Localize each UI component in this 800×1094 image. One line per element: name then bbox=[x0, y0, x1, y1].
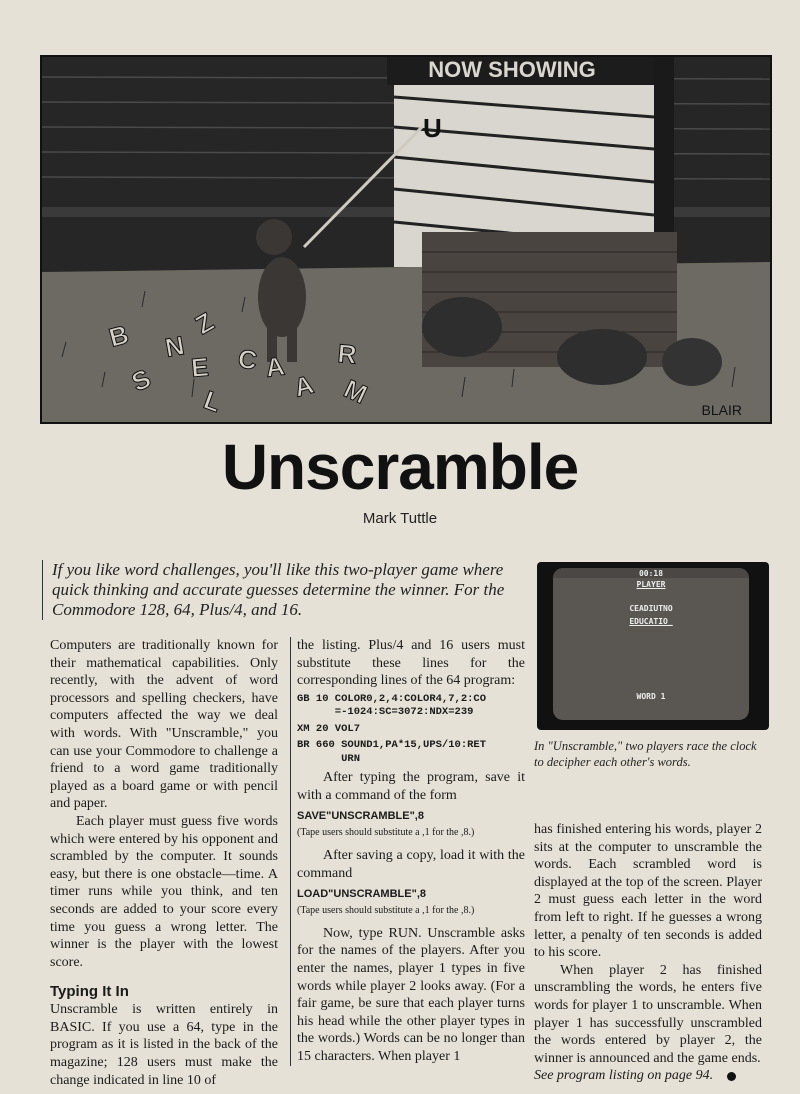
col3-paragraph-2: When player 2 has finished unscrambling the words, he enters five words for player 1 to unscramble. When player 1 has successfully unscrambled the words entered by player 2, the winner is announced and the game ends. bbox=[534, 962, 762, 1066]
col1-paragraph-3: Unscramble is written entirely in BASIC. If you use a 64, type in the program as it is listed in the back of the magazine; 128 users must make the change indicated in line 10 of bbox=[50, 1002, 278, 1088]
tape-note-1: (Tape users should substitute a ,1 for the ,8.) bbox=[297, 827, 475, 839]
col2-paragraph-3: After saving a copy, load it with the command bbox=[297, 848, 525, 881]
tape-note-2: (Tape users should substitute a ,1 for the ,8.) bbox=[297, 904, 475, 916]
letter-c: C bbox=[236, 343, 259, 376]
col2-paragraph-4: Now, type RUN. Unscramble asks for the names of the players. After you enter the names, player 1 types in five words while player 2 looks away. (For a fair game, be sure that each player turns his head while the other player types in the words.) Words can be no longer than 15 characters. When player 1 bbox=[297, 925, 525, 1064]
cover-illustration bbox=[40, 55, 772, 424]
illustration-drawing bbox=[42, 57, 770, 422]
word-counter: WORD 1 bbox=[636, 692, 666, 701]
col2-paragraph-2: After typing the program, save it with a command of the form bbox=[297, 770, 525, 803]
column-1 bbox=[50, 637, 278, 1089]
figure-caption: In "Unscramble," two players race the clock to decipher each other's words. bbox=[534, 739, 757, 769]
letter-z: Z bbox=[190, 306, 219, 341]
letter-m: M bbox=[339, 373, 372, 410]
code-line-gb: GB 10 COLOR0,2,4:COLOR4,7,2:CO =-1024:SC=3072:NDX=239 bbox=[297, 692, 487, 719]
section-heading-typing: Typing It In bbox=[50, 983, 129, 1001]
letter-s: S bbox=[126, 362, 156, 398]
letter-a: A bbox=[263, 350, 287, 383]
article-intro: If you like word challenges, you'll like this two-player game where quick thinking and accurate guesses determine the winner. For the Commodore 128, 64, Plus/4, and 16. bbox=[42, 560, 530, 620]
col1-paragraph-1: Computers are traditionally known for their mathematical capabilities. Only recently, with the advent of word processors and spelling checkers, have computers affected the way we deal with words. With "Unscramble," you can use your Commodore to challenge a friend to a word game traditionally played as a board game or with pencil and paper. bbox=[50, 638, 278, 812]
timer-readout: 00:18 bbox=[638, 569, 664, 578]
player-label: PLAYER bbox=[636, 580, 666, 589]
column-2 bbox=[290, 637, 525, 1066]
guess-word: EDUCATIO_ bbox=[629, 617, 673, 626]
game-screenshot bbox=[537, 562, 769, 730]
letter-b: B bbox=[105, 318, 132, 353]
end-of-article-icon bbox=[727, 1072, 736, 1081]
save-command: SAVE"UNSCRAMBLE",8 bbox=[297, 810, 424, 823]
article-title: Unscramble bbox=[221, 431, 579, 503]
code-line-br: BR 660 SOUND1,PA*15,UPS/10:RET URN bbox=[297, 739, 487, 765]
crt-screen bbox=[553, 568, 749, 720]
letter-r: R bbox=[336, 338, 358, 370]
listing-reference bbox=[534, 1067, 762, 1085]
column-3 bbox=[534, 821, 762, 1085]
code-line-xm: XM 20 VOL7 bbox=[297, 722, 361, 735]
sign-text: NOW SHOWING bbox=[428, 57, 596, 82]
col2-paragraph-1: the listing. Plus/4 and 16 users must substitute these lines for the corresponding lines of the 64 program: bbox=[297, 638, 525, 689]
letter-e: E bbox=[189, 351, 210, 383]
letter-a2: A bbox=[290, 368, 317, 403]
scrambled-word: CEADIUTNO bbox=[629, 604, 673, 613]
author-byline: Mark Tuttle bbox=[362, 510, 438, 527]
listing-reference-text: See program listing on page 94. bbox=[534, 1068, 714, 1084]
letter-l: L bbox=[199, 384, 226, 419]
artist-signature: BLAIR bbox=[701, 402, 742, 418]
letter-n: N bbox=[162, 330, 187, 363]
col1-paragraph-2: Each player must guess five words which were entered by his opponent and scrambled by the computer. It sounds easy, but there is one obstacle—time. A timer runs while you think, and ten seconds are added to your score every time you guess a wrong letter. The winner is the player with the lowest score. bbox=[50, 813, 278, 970]
sign-letter: U bbox=[423, 113, 442, 143]
load-command: LOAD"UNSCRAMBLE",8 bbox=[297, 888, 426, 901]
col3-paragraph-1: has finished entering his words, player 2 sits at the computer to unscramble the words. Each scrambled word is displayed at the top of the screen. Player 2 must guess each letter in the word from left to right. If he guesses a wrong letter, a penalty of ten seconds is added to his score. bbox=[534, 822, 762, 961]
